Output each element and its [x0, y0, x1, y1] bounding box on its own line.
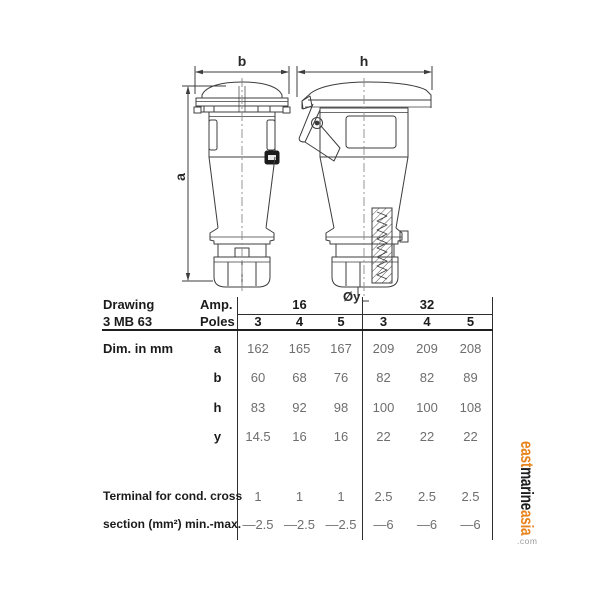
amp-group-32: 32 — [419, 296, 435, 312]
dim-a: a — [213, 341, 222, 357]
table-row-a: Dim. in mm a 162 165 167 209 209 208 — [103, 341, 482, 357]
logo-wordmark — [516, 441, 537, 535]
front-taper-left — [209, 157, 218, 228]
front-taper-right — [266, 157, 275, 228]
drawing-number: 3 MB 63 — [103, 314, 153, 329]
arrow-left-icon — [195, 70, 203, 74]
dim-label-h: h — [359, 53, 369, 69]
terminal-row-2: section (mm²) min.-max. —2.5 —2.5 —2.5 —6 —6 —6 — [103, 516, 481, 532]
poles-32-4: 4 — [423, 314, 431, 329]
side-lid — [302, 82, 431, 109]
table-divider-vertical-3 — [492, 297, 493, 540]
front-view — [182, 66, 290, 294]
poles-32-5: 5 — [466, 314, 475, 329]
drawing-label: Drawing — [103, 296, 155, 312]
terminal-label-line2: section (mm²) min.-max. — [103, 517, 242, 531]
arrow-right-icon — [424, 70, 432, 74]
amp-row — [102, 295, 492, 313]
gland-cross-section — [372, 208, 392, 283]
dim-note: Dim. in mm — [103, 341, 174, 357]
table-row-y: y 14.5 16 16 22 22 22 — [102, 422, 492, 451]
dim-b: b — [213, 370, 222, 386]
terminal-row-1: Terminal for cond. cross 1 1 1 2.5 2.5 2.5 — [103, 488, 480, 504]
table-row-b: b 60 68 76 82 82 89 — [102, 363, 492, 392]
dim-h — [297, 66, 432, 97]
brand-label-badge — [265, 151, 279, 164]
table-row-h: h 83 92 98 100 100 108 — [102, 393, 492, 422]
side-view — [297, 66, 432, 301]
poles-16-4: 4 — [295, 314, 304, 329]
terminal-section — [102, 482, 492, 538]
logo-marine: marine — [517, 467, 537, 510]
arrow-right-icon — [281, 70, 289, 74]
dim-label-b: b — [237, 53, 247, 69]
arrow-down-icon — [186, 273, 190, 281]
dim-h: h — [213, 399, 222, 415]
amp-label: Amp. — [200, 296, 233, 312]
arrow-left-icon — [297, 70, 305, 74]
poles-label: Poles — [200, 314, 235, 329]
dim-a — [182, 86, 226, 281]
logo-east: east — [517, 441, 537, 468]
table-body — [102, 334, 492, 451]
poles-16-3: 3 — [254, 314, 262, 329]
amp-group-16: 16 — [292, 296, 307, 312]
dim-y: y — [213, 429, 222, 445]
dim-label-cable-dia: Øy — [343, 289, 361, 304]
logo-asia: asia — [517, 509, 537, 536]
arrow-up-icon — [186, 86, 190, 94]
eastmarineasia-logo — [516, 441, 542, 551]
dim-label-a: a — [172, 173, 188, 181]
side-label-recess — [346, 116, 396, 148]
terminal-label-line1: Terminal for cond. cross — [103, 489, 243, 503]
poles-16-5: 5 — [337, 314, 345, 329]
table-header — [102, 295, 492, 330]
poles-row — [102, 313, 492, 330]
poles-32-3: 3 — [379, 314, 388, 329]
logo-tld: .com — [517, 536, 538, 546]
